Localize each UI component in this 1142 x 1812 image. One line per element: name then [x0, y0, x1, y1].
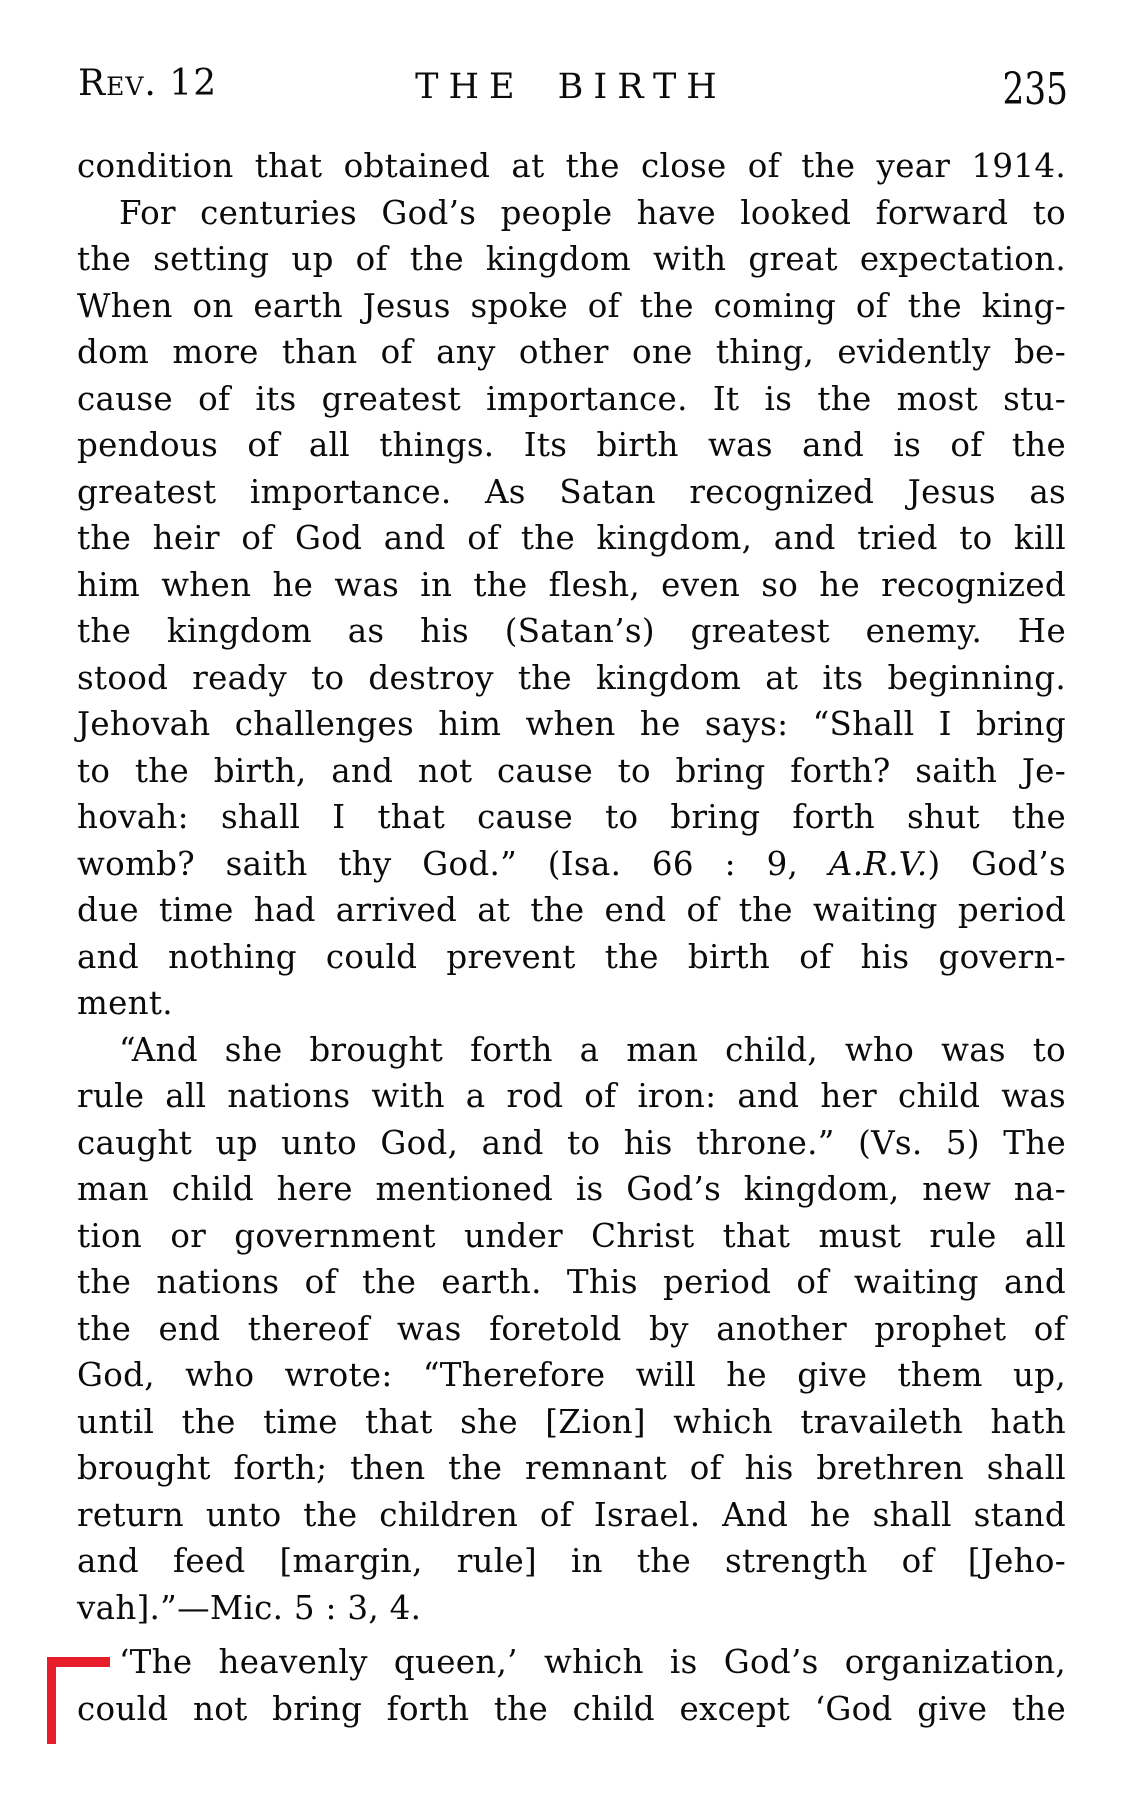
text-line: ment. [77, 984, 173, 1022]
text-line: and feed [margin, rule] in the strength of [Jeho- [77, 1542, 1066, 1580]
text-line: hovah: shall I that cause to bring forth shut the [77, 798, 1066, 836]
text-line: to the birth, and not cause to bring forth? saith Je- [77, 751, 1066, 790]
running-head-title: THE BIRTH [415, 67, 727, 107]
text-line: man child here mentioned is God’s kingdom, new na- [77, 1170, 1066, 1208]
text-line: God, who wrote: “Therefore will he give them up, [77, 1356, 1066, 1394]
text-line: ‘The heavenly queen,’ which is God’s organization, [119, 1643, 1066, 1681]
text-line: rule all nations with a rod of iron: and her child was [77, 1077, 1066, 1115]
page-body [77, 143, 1066, 1732]
text-line: “And she brought forth a man child, who was to [119, 1030, 1066, 1069]
text-line: vah].”—Mic. 5 : 3, 4. [77, 1588, 422, 1627]
text-segment: womb? saith thy God.” (Isa. 66 : 9, [77, 844, 829, 883]
paragraph [77, 190, 1066, 1027]
text-line: the nations of the earth. This period of waiting and [77, 1263, 1066, 1301]
text-line: caught up unto God, and to his throne.” (Vs. 5) The [77, 1123, 1066, 1162]
text-line: stood ready to destroy the kingdom at its beginning. [77, 658, 1066, 697]
text-line: greatest importance. As Satan recognized Jesus as [77, 472, 1066, 511]
text-line: tion or government under Christ that must rule all [77, 1216, 1066, 1255]
text-line: the kingdom as his (Satan’s) greatest enemy. He [77, 612, 1066, 650]
text-line: For centuries God’s people have looked forward to [119, 193, 1066, 232]
page-number: 235 [1002, 64, 1068, 115]
text-line: the setting up of the kingdom with great expectation. [77, 240, 1066, 278]
text-line: due time had arrived at the end of the waiting period [77, 891, 1066, 929]
text-line: condition that obtained at the close of the year 1914. [77, 147, 1066, 185]
text-line: could not bring forth the child except ‘God give the [77, 1689, 1066, 1728]
text-line: pendous of all things. Its birth was and is of the [77, 426, 1066, 464]
text-line: brought forth; then the remnant of his brethren shall [77, 1449, 1066, 1487]
text-line: Jehovah challenges him when he says: “Shall I bring [77, 705, 1066, 743]
text-line: and nothing could prevent the birth of his govern- [77, 937, 1066, 976]
text-line: until the time that she [Zion] which travaileth hath [77, 1402, 1066, 1441]
text-segment: ) God’s [927, 844, 1066, 883]
text-line: dom more than of any other one thing, evidently be- [77, 333, 1066, 371]
text-line: return unto the children of Israel. And he shall stand [77, 1495, 1066, 1534]
text-line: the heir of God and of the kingdom, and tried to kill [77, 519, 1066, 557]
running-head-left: Rev. 12 [78, 63, 218, 104]
paragraph [77, 1639, 1066, 1732]
citation-abbrev-italic: A.R.V. [828, 844, 928, 883]
text-line: him when he was in the flesh, even so he recognized [77, 565, 1066, 604]
margin-bracket-mark [47, 1657, 110, 1744]
paragraph [77, 1027, 1066, 1632]
text-line: cause of its greatest importance. It is the most stu- [77, 379, 1066, 418]
text-line: the end thereof was foretold by another prophet of [77, 1309, 1066, 1348]
text-line: When on earth Jesus spoke of the coming of the king- [77, 286, 1066, 325]
text-line [77, 841, 1066, 888]
paragraph [77, 143, 1066, 190]
